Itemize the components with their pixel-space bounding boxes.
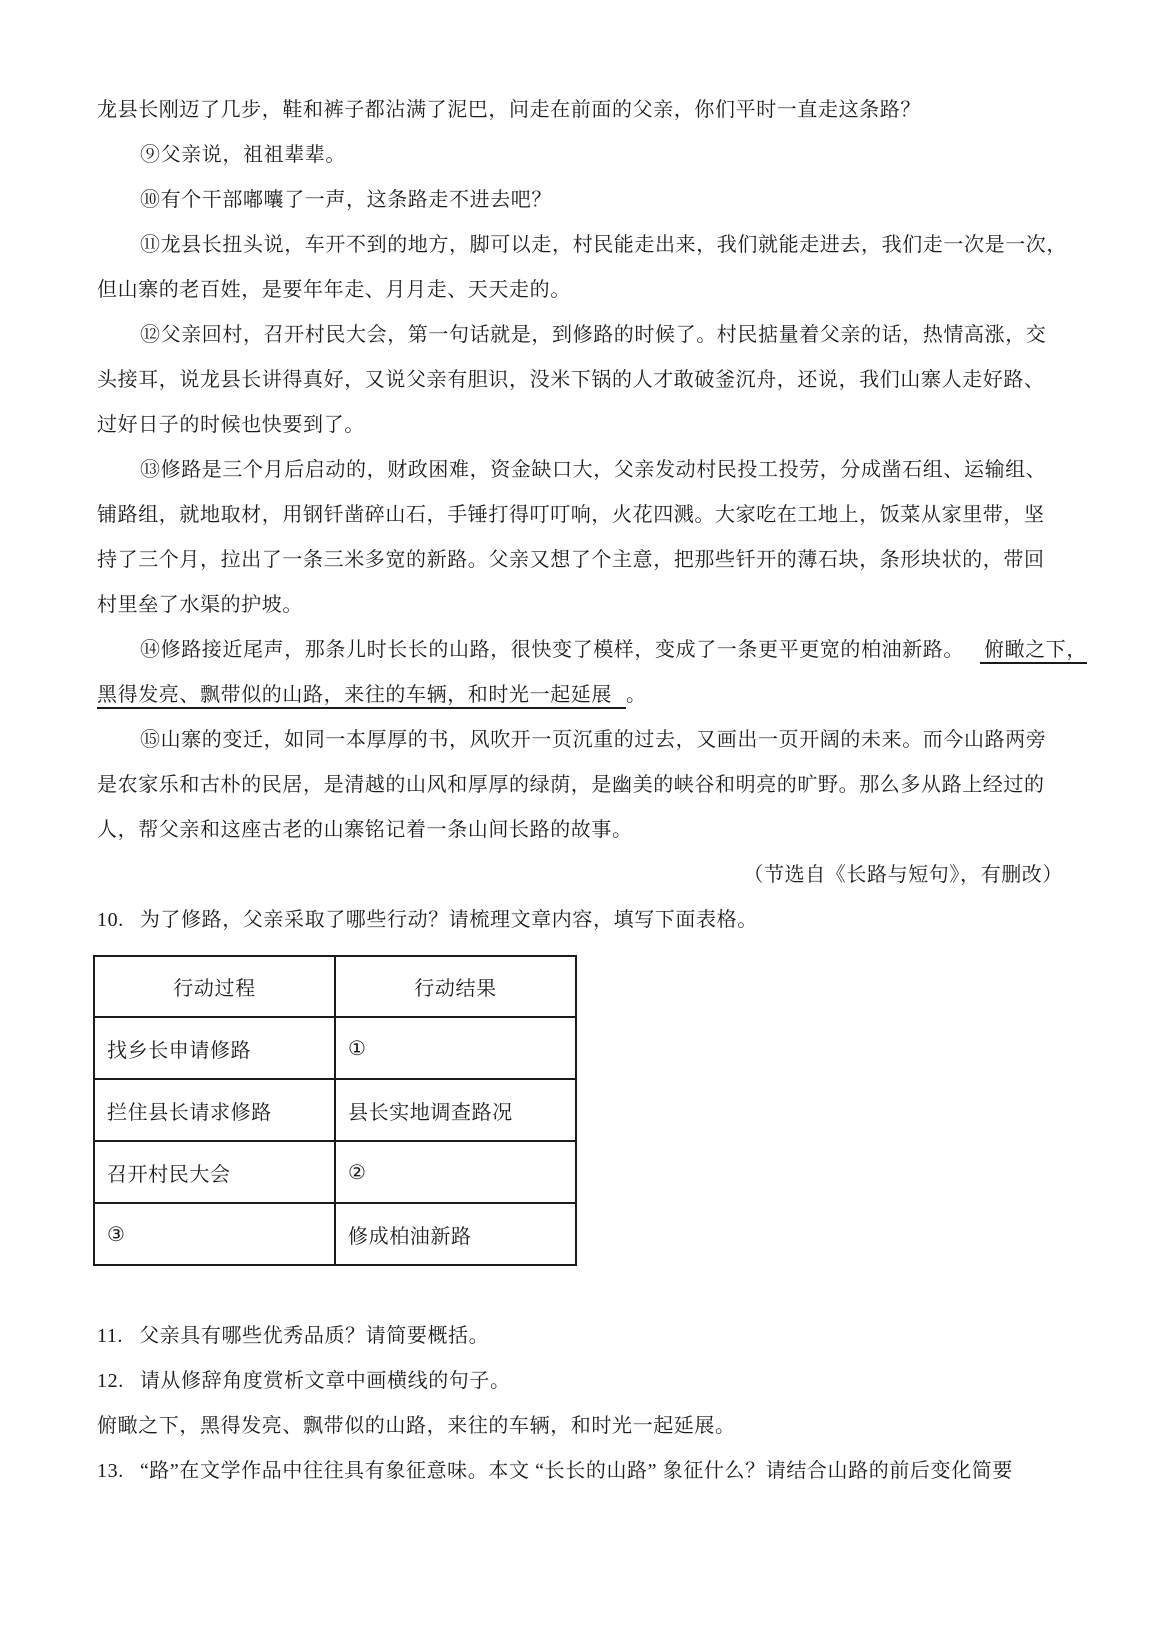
table-cell-result-4: 修成柏油新路 [335, 1203, 576, 1265]
table-header-row [94, 956, 576, 1017]
question-10-text: 为了修路，父亲采取了哪些行动？请梳理文章内容，填写下面表格。 [139, 909, 758, 931]
table-header-result: 行动结果 [335, 956, 576, 1017]
article-line-para13: ⑬修路是三个月后启动的，财政困难，资金缺口大，父亲发动村民投工投劳，分成凿石组、运输组、 [140, 459, 1047, 481]
table-cell-result-2: 县长实地调查路况 [335, 1079, 576, 1141]
question-10-number: 10. [97, 909, 124, 931]
source-attribution: （节选自《长路与短句》，有删改） [743, 864, 1063, 886]
action-table [93, 955, 577, 1266]
question-12-quoted-sentence: 俯瞰之下，黑得发亮、飘带似的山路，来往的车辆，和时光一起延展。 [97, 1415, 736, 1437]
question-12-number: 12. [97, 1370, 124, 1392]
table-cell-process-1: 找乡长申请修路 [94, 1017, 335, 1079]
article-line: 但山寨的老百姓，是要年年走、月月走、天天走的。 [97, 279, 571, 301]
table-row [94, 1203, 576, 1265]
article-line-para14-cont [97, 673, 1063, 718]
article-line-para12: ⑫父亲回村，召开村民大会，第一句话就是，到修路的时候了。村民掂量着父亲的话，热情高涨，交 [140, 324, 1047, 346]
article-line: 过好日子的时候也快要到了。 [97, 414, 365, 436]
question-11 [97, 1314, 1063, 1359]
article-line: 头接耳，说龙县长讲得真好，又说父亲有胆识，没米下锅的人才敢破釜沉舟，还说，我们山寨人走好路、 [97, 369, 1045, 391]
article-line-para15: ⑮山寨的变迁，如同一本厚厚的书，风吹开一页沉重的过去，又画出一页开阔的未来。而今山路两旁 [140, 729, 1047, 751]
question-12-text: 请从修辞角度赏析文章中画横线的句子。 [139, 1370, 511, 1392]
question-13 [97, 1449, 1063, 1494]
article-line: 持了三个月，拉出了一条三米多宽的新路。父亲又想了个主意，把那些钎开的薄石块，条形块状的，带回 [97, 549, 1045, 571]
table-cell-process-2: 拦住县长请求修路 [94, 1079, 335, 1141]
article-line: 龙县长刚迈了几步，鞋和裤子都沾满了泥巴，问走在前面的父亲，你们平时一直走这条路？ [97, 99, 921, 121]
para14-underlined-continuation: 黑得发亮、飘带似的山路，来往的车辆，和时光一起延展 [97, 684, 626, 709]
table-row [94, 1017, 576, 1079]
article-line-para11: ⑪龙县长扭头说，车开不到的地方，脚可以走，村民能走出来，我们就能走进去，我们走一次是一次， [140, 234, 1067, 256]
question-11-text: 父亲具有哪些优秀品质？请简要概括。 [139, 1325, 490, 1347]
article-line: 村里垒了水渠的护坡。 [97, 594, 303, 616]
para14-underlined-start: 俯瞰之下， [980, 639, 1087, 664]
para14-normal-text: ⑭修路接近尾声，那条儿时长长的山路，很快变了模样，变成了一条更平更宽的柏油新路。 [140, 639, 964, 661]
table-row [94, 1141, 576, 1203]
article-line: 人，帮父亲和这座古老的山寨铭记着一条山间长路的故事。 [97, 819, 633, 841]
article-line: 铺路组，就地取材，用钢钎凿碎山石，手锤打得叮叮响，火花四溅。大家吃在工地上，饭菜从家里带，坚 [97, 504, 1045, 526]
question-13-number: 13. [97, 1460, 124, 1482]
question-12 [97, 1359, 1063, 1404]
question-13-text: “路”在文学作品中往往具有象征意味。本文 “长长的山路” 象征什么？请结合山路的前后变化简要 [139, 1460, 1013, 1482]
article-line-para10: ⑩有个干部嘟囔了一声，这条路走不进去吧？ [140, 189, 552, 211]
article-line-para9: ⑨父亲说，祖祖辈辈。 [140, 144, 346, 166]
question-10 [97, 898, 1063, 943]
para14-tail: 。 [626, 684, 647, 706]
table-cell-result-1: ① [335, 1017, 576, 1079]
table-cell-result-3: ② [335, 1141, 576, 1203]
article-line-para14 [97, 628, 1087, 673]
article-line: 是农家乐和古朴的民居，是清越的山风和厚厚的绿荫，是幽美的峡谷和明亮的旷野。那么多从路上经过的 [97, 774, 1045, 796]
table-cell-process-3: 召开村民大会 [94, 1141, 335, 1203]
table-header-process: 行动过程 [94, 956, 335, 1017]
table-cell-process-4: ③ [94, 1203, 335, 1265]
question-11-number: 11. [97, 1325, 124, 1347]
table-row [94, 1079, 576, 1141]
